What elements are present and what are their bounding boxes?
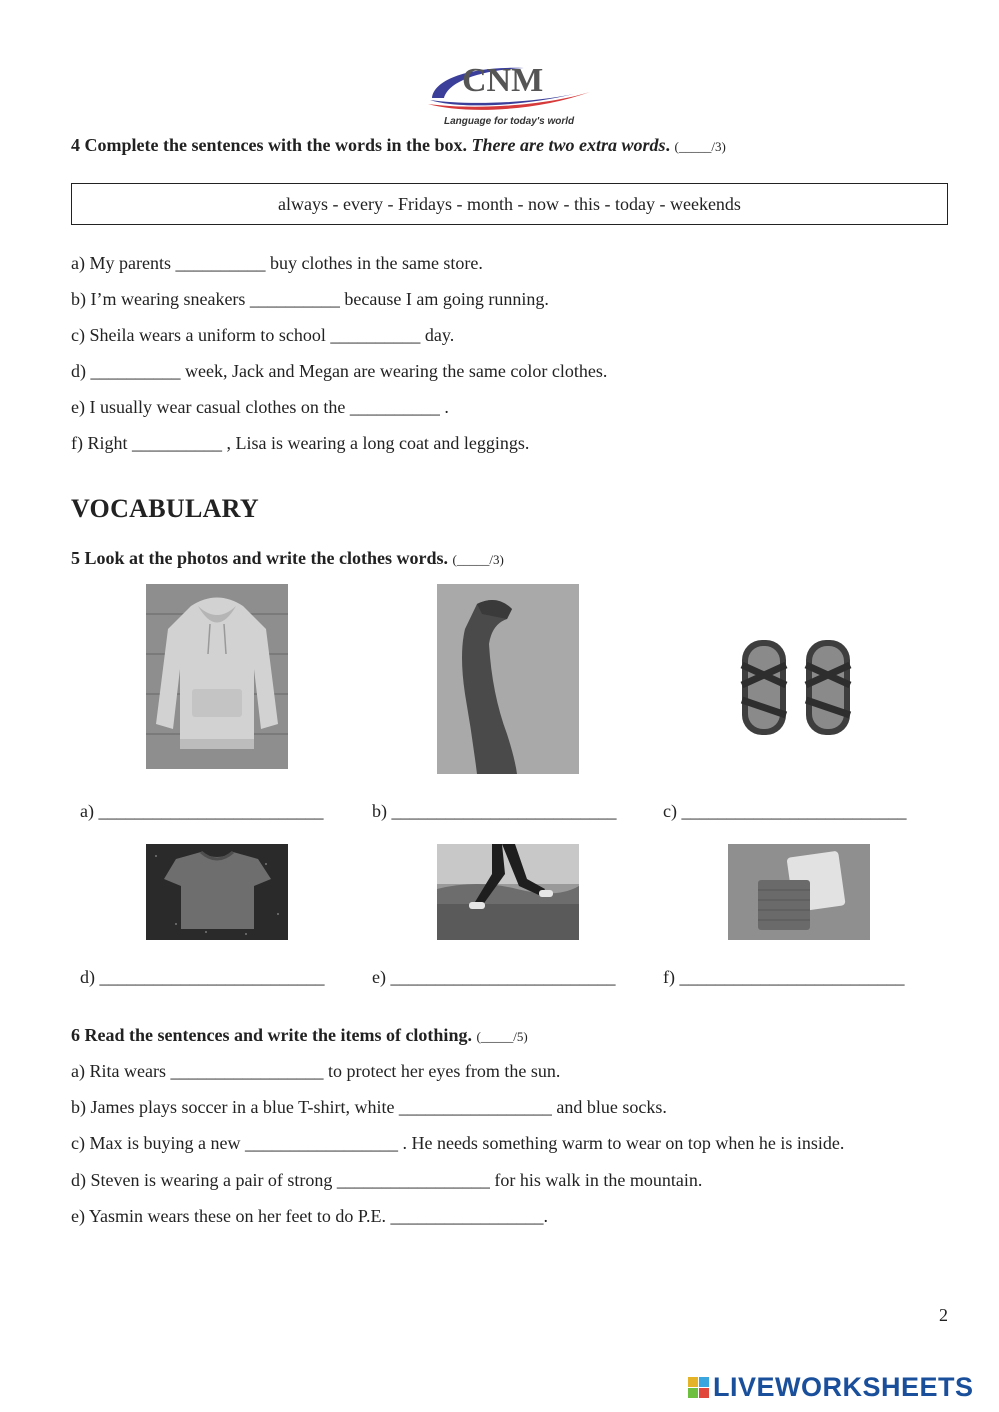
s4-sentence-d: d) __________ week, Jack and Megan are wearing the same color clothes.	[71, 361, 608, 381]
answer-a[interactable]: a) _________________________	[80, 801, 324, 821]
word-box: always - every - Fridays - month - now - this - today - weekends	[71, 183, 948, 225]
s4-sentence-a: a) My parents __________ buy clothes in the same store.	[71, 253, 483, 273]
answer-c[interactable]: c) _________________________	[663, 801, 907, 821]
s4-sentence-e: e) I usually wear casual clothes on the __________ .	[71, 397, 449, 417]
hoodie-photo	[146, 584, 288, 769]
section4-heading: 4 Complete the sentences with the words in the box. There are two extra words. (_____/3)	[71, 135, 726, 155]
s6-sentence-d: d) Steven is wearing a pair of strong _________________ for his walk in the mountain.	[71, 1170, 703, 1190]
logo-text: CNM	[462, 62, 544, 99]
s4-sentence-f: f) Right __________ , Lisa is wearing a long coat and leggings.	[71, 433, 530, 453]
page-number: 2	[939, 1305, 948, 1325]
section5-heading: 5 Look at the photos and write the clothes words. (_____/3)	[71, 548, 504, 568]
liveworksheets-brand	[688, 1373, 974, 1401]
tshirt-photo	[146, 844, 288, 940]
answer-b[interactable]: b) _________________________	[372, 801, 617, 821]
s6-sentence-e: e) Yasmin wears these on her feet to do P.E. _________________.	[71, 1206, 548, 1226]
section4-score: (_____/3)	[674, 139, 726, 154]
logo-tagline: Language for today's world	[444, 116, 575, 127]
vocabulary-heading: VOCABULARY	[71, 494, 259, 523]
s6-sentence-a: a) Rita wears _________________ to protect her eyes from the sun.	[71, 1061, 561, 1081]
s6-sentence-b: b) James plays soccer in a blue T-shirt, white _________________ and blue socks.	[71, 1097, 667, 1117]
answer-d[interactable]: d) _________________________	[80, 967, 325, 987]
section5-score: (_____/3)	[452, 552, 504, 567]
section6-score: (_____/5)	[476, 1029, 528, 1044]
brand-text: LIVEWORKSHEETS	[713, 1371, 974, 1402]
section6-heading: 6 Read the sentences and write the items of clothing. (_____/5)	[71, 1025, 528, 1045]
cnm-logo	[424, 58, 594, 130]
runner-leggings-photo	[437, 844, 579, 940]
sandals-photo	[728, 630, 870, 745]
liveworksheets-icon	[688, 1377, 709, 1398]
answer-f[interactable]: f) _________________________	[663, 967, 905, 987]
s4-sentence-b: b) I’m wearing sneakers __________ because I am going running.	[71, 289, 549, 309]
answer-e[interactable]: e) _________________________	[372, 967, 616, 987]
leg-tights-photo	[437, 584, 579, 774]
s4-sentence-c: c) Sheila wears a uniform to school __________ day.	[71, 325, 455, 345]
knitted-squares-photo	[728, 844, 870, 940]
s6-sentence-c: c) Max is buying a new _________________ . He needs something warm to wear on top when he is inside.	[71, 1133, 845, 1153]
